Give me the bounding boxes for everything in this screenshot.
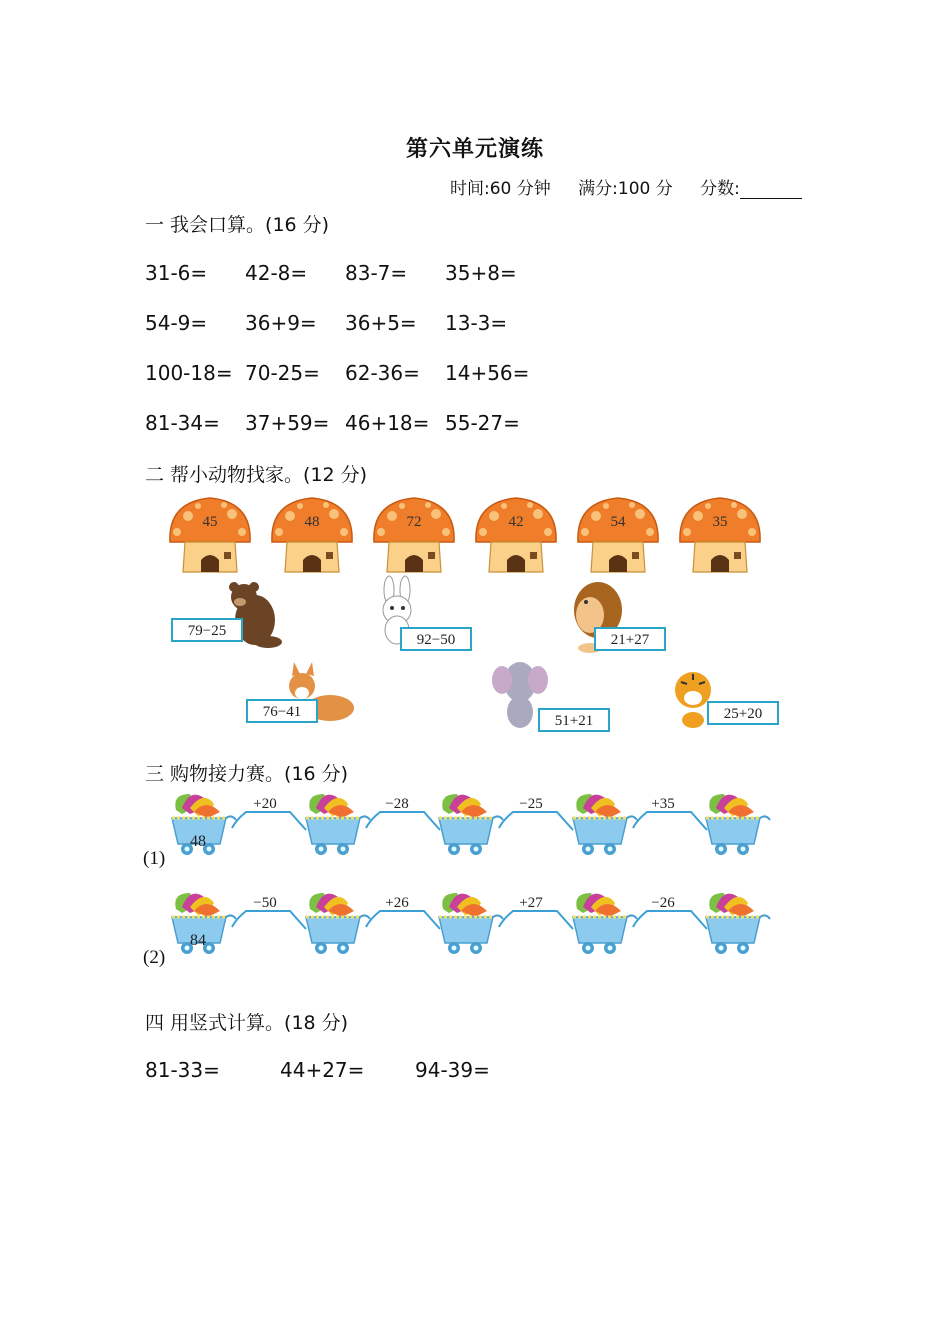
cart-icon: [306, 794, 370, 855]
calc-row: [145, 261, 545, 285]
mushroom-house: [374, 498, 454, 572]
cart-icon: [573, 893, 637, 954]
house-number: 35: [712, 514, 728, 530]
relay-chain: [172, 794, 770, 855]
cart-icon: [306, 893, 370, 954]
relay-op: +26: [385, 895, 409, 911]
page-title: 第六单元演练: [405, 136, 544, 162]
calc-item: 83-7=: [345, 261, 408, 285]
calc-item: 55-27=: [445, 411, 520, 435]
calc-item: 54-9=: [145, 311, 208, 335]
calc-item: 46+18=: [345, 411, 430, 435]
calc-item: 35+8=: [445, 261, 517, 285]
mushroom-house: [476, 498, 556, 572]
mushroom-house: [170, 498, 250, 572]
house-number: 45: [202, 514, 218, 530]
relay-op: −25: [519, 796, 543, 812]
exam-meta: [450, 174, 824, 199]
calc-row: [145, 311, 545, 335]
cart-icon: [439, 794, 503, 855]
vertical-calc-item: 44+27=: [280, 1058, 365, 1082]
relay-op: +27: [519, 895, 543, 911]
animal-house-figure: [0, 490, 950, 740]
calc-item: 81-34=: [145, 411, 220, 435]
start-value: 48: [190, 833, 206, 850]
vertical-calc-row: [145, 1058, 550, 1082]
animal-expr: 51+21: [554, 713, 594, 729]
mushroom-house: [272, 498, 352, 572]
animal-expr: 76−41: [262, 704, 302, 720]
relay-op: −26: [651, 895, 675, 911]
animal-expr: 79−25: [187, 623, 227, 639]
calc-item: 13-3=: [445, 311, 508, 335]
relay-op: −50: [253, 895, 277, 911]
calc-item: 100-18=: [145, 361, 233, 385]
score-label: 分数:: [700, 179, 740, 199]
cart-icon: [573, 794, 637, 855]
cart-icon: [706, 794, 770, 855]
vertical-calc-item: 81-33=: [145, 1058, 220, 1082]
calc-item: 14+56=: [445, 361, 530, 385]
calc-item: 62-36=: [345, 361, 420, 385]
mushroom-house: [578, 498, 658, 572]
chain-label: (1): [143, 848, 166, 869]
animal-expr: 21+27: [610, 632, 650, 648]
calc-item: 37+59=: [245, 411, 330, 435]
calc-item: 70-25=: [245, 361, 320, 385]
house-number: 42: [508, 514, 524, 530]
cart-icon: [439, 893, 503, 954]
full-score: 满分:100 分: [578, 179, 673, 199]
relay-op: +20: [253, 796, 277, 812]
tiger-icon: [675, 672, 711, 728]
relay-op: +35: [651, 796, 675, 812]
animal-expr: 92−50: [416, 632, 456, 648]
calc-item: 36+9=: [245, 311, 317, 335]
house-number: 48: [304, 514, 320, 530]
calc-row: [145, 411, 545, 435]
animal-expr: 25+20: [723, 706, 763, 722]
relay-chain: [172, 893, 770, 954]
section-1-heading: 一 我会口算。(16 分): [145, 214, 330, 236]
section-2-heading: 二 帮小动物找家。(12 分): [145, 464, 368, 486]
cart-icon: [706, 893, 770, 954]
section-3-heading: 三 购物接力赛。(16 分): [145, 763, 349, 785]
section-4-heading: 四 用竖式计算。(18 分): [145, 1012, 349, 1034]
calc-item: 36+5=: [345, 311, 417, 335]
calc-item: 42-8=: [245, 261, 308, 285]
chain-label: (2): [143, 947, 166, 968]
relay-op: −28: [385, 796, 409, 812]
time-limit: 时间:60 分钟: [450, 179, 551, 199]
calc-row: [145, 361, 545, 385]
house-number: 54: [610, 514, 626, 530]
vertical-calc-item: 94-39=: [415, 1058, 490, 1082]
calc-item: 31-6=: [145, 261, 208, 285]
mushroom-house: [680, 498, 760, 572]
start-value: 84: [190, 932, 206, 949]
house-number: 72: [406, 514, 422, 530]
score-blank[interactable]: [740, 180, 802, 199]
